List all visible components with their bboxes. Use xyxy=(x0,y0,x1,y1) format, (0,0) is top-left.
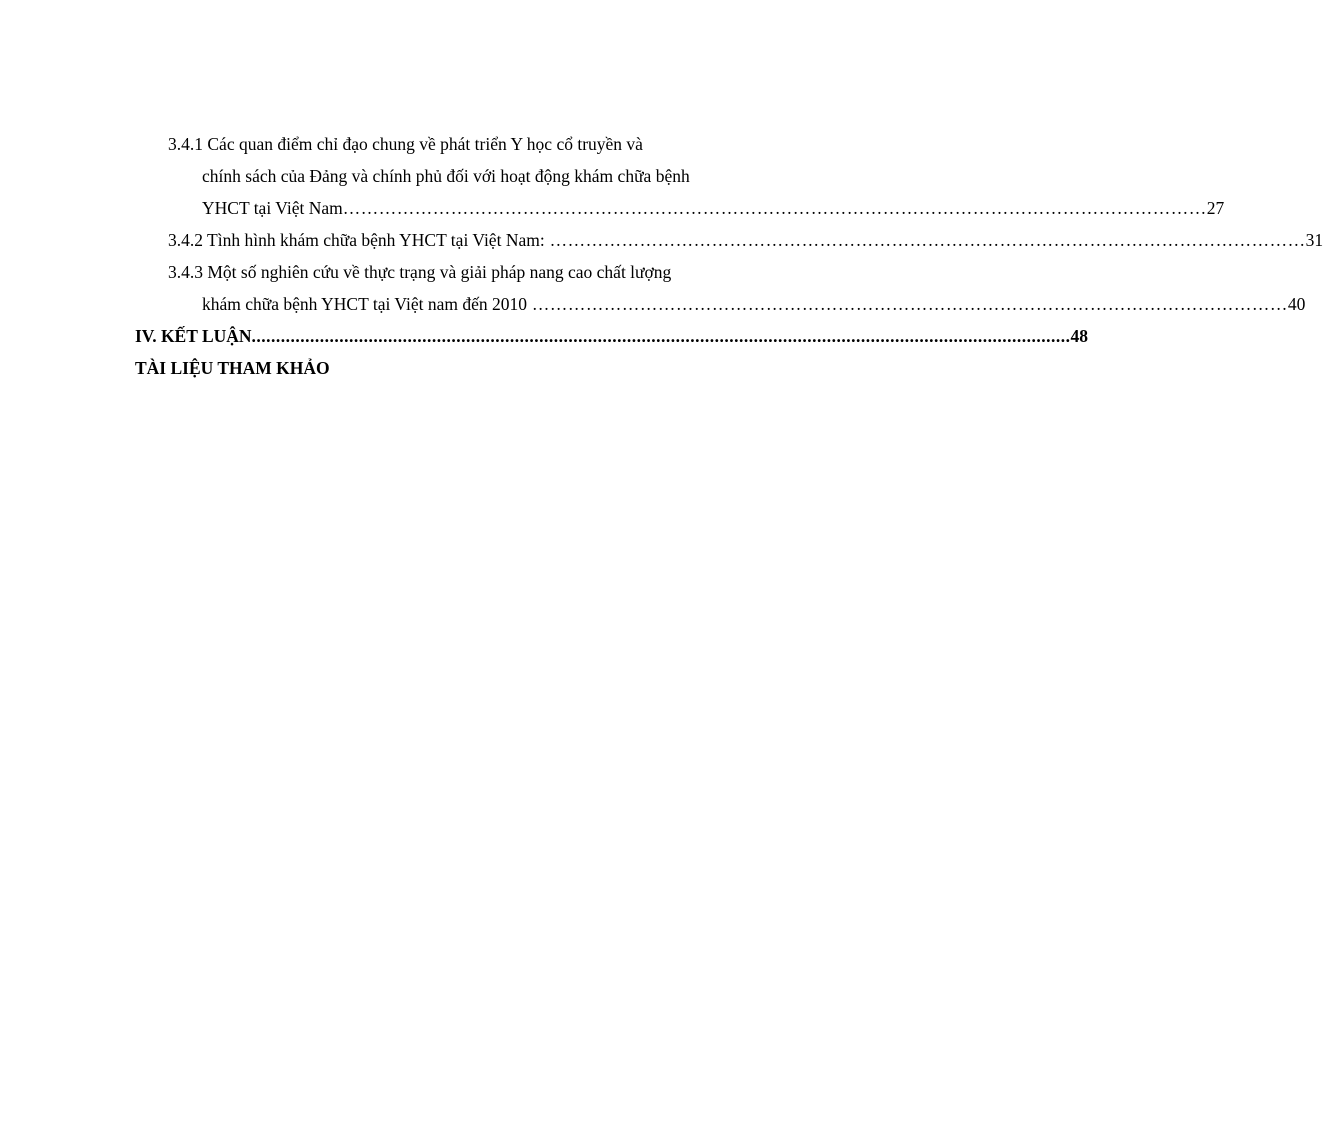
dot-leader: ……………………………………………………………………………………………………………… xyxy=(527,294,1288,314)
toc-entry-text: khám chữa bệnh YHCT tại Việt nam đến 2010 xyxy=(202,294,527,314)
dot-leader: ……………………………………………………………………………………………………………… xyxy=(544,230,1306,250)
toc-entry-ket-luan xyxy=(135,320,1089,352)
page-number: 27 xyxy=(1206,198,1225,218)
dot-leader: ........................................................................................................................................................................ xyxy=(251,326,1071,346)
toc-entry-3-4-3-line-2 xyxy=(135,288,1306,320)
toc-entry-heading: TÀI LIỆU THAM KHẢO xyxy=(135,358,330,378)
toc-entry-text: 3.4.1 Các quan điểm chỉ đạo chung về phát triển Y học cổ truyền và xyxy=(168,134,643,154)
toc-entry-heading: IV. KẾT LUẬN xyxy=(135,326,252,346)
toc-entry-text: 3.4.2 Tình hình khám chữa bệnh YHCT tại Việt Nam: xyxy=(168,230,545,250)
toc-entry-text: YHCT tại Việt Nam xyxy=(202,198,343,218)
toc-entry-3-4-1-line-2 xyxy=(135,160,739,192)
page-number: 31 xyxy=(1305,230,1323,250)
toc-entry-3-4-1-line-1 xyxy=(135,128,739,160)
toc-entry-text: chính sách của Đảng và chính phủ đối với hoạt động khám chữa bệnh xyxy=(202,166,690,186)
toc-entry-tai-lieu-tham-khao xyxy=(135,352,739,384)
toc-entry-3-4-3-line-1 xyxy=(135,256,739,288)
toc-entry-3-4-1-line-3 xyxy=(135,192,1225,224)
page-number: 40 xyxy=(1287,294,1306,314)
page-number: 48 xyxy=(1070,326,1089,346)
dot-leader: ……………………………………………………………………………………………………………………………… xyxy=(342,198,1207,218)
table-of-contents xyxy=(135,128,1323,384)
toc-entry-3-4-2 xyxy=(135,224,1323,256)
toc-entry-text: 3.4.3 Một số nghiên cứu về thực trạng và giải pháp nang cao chất lượng xyxy=(168,262,672,282)
